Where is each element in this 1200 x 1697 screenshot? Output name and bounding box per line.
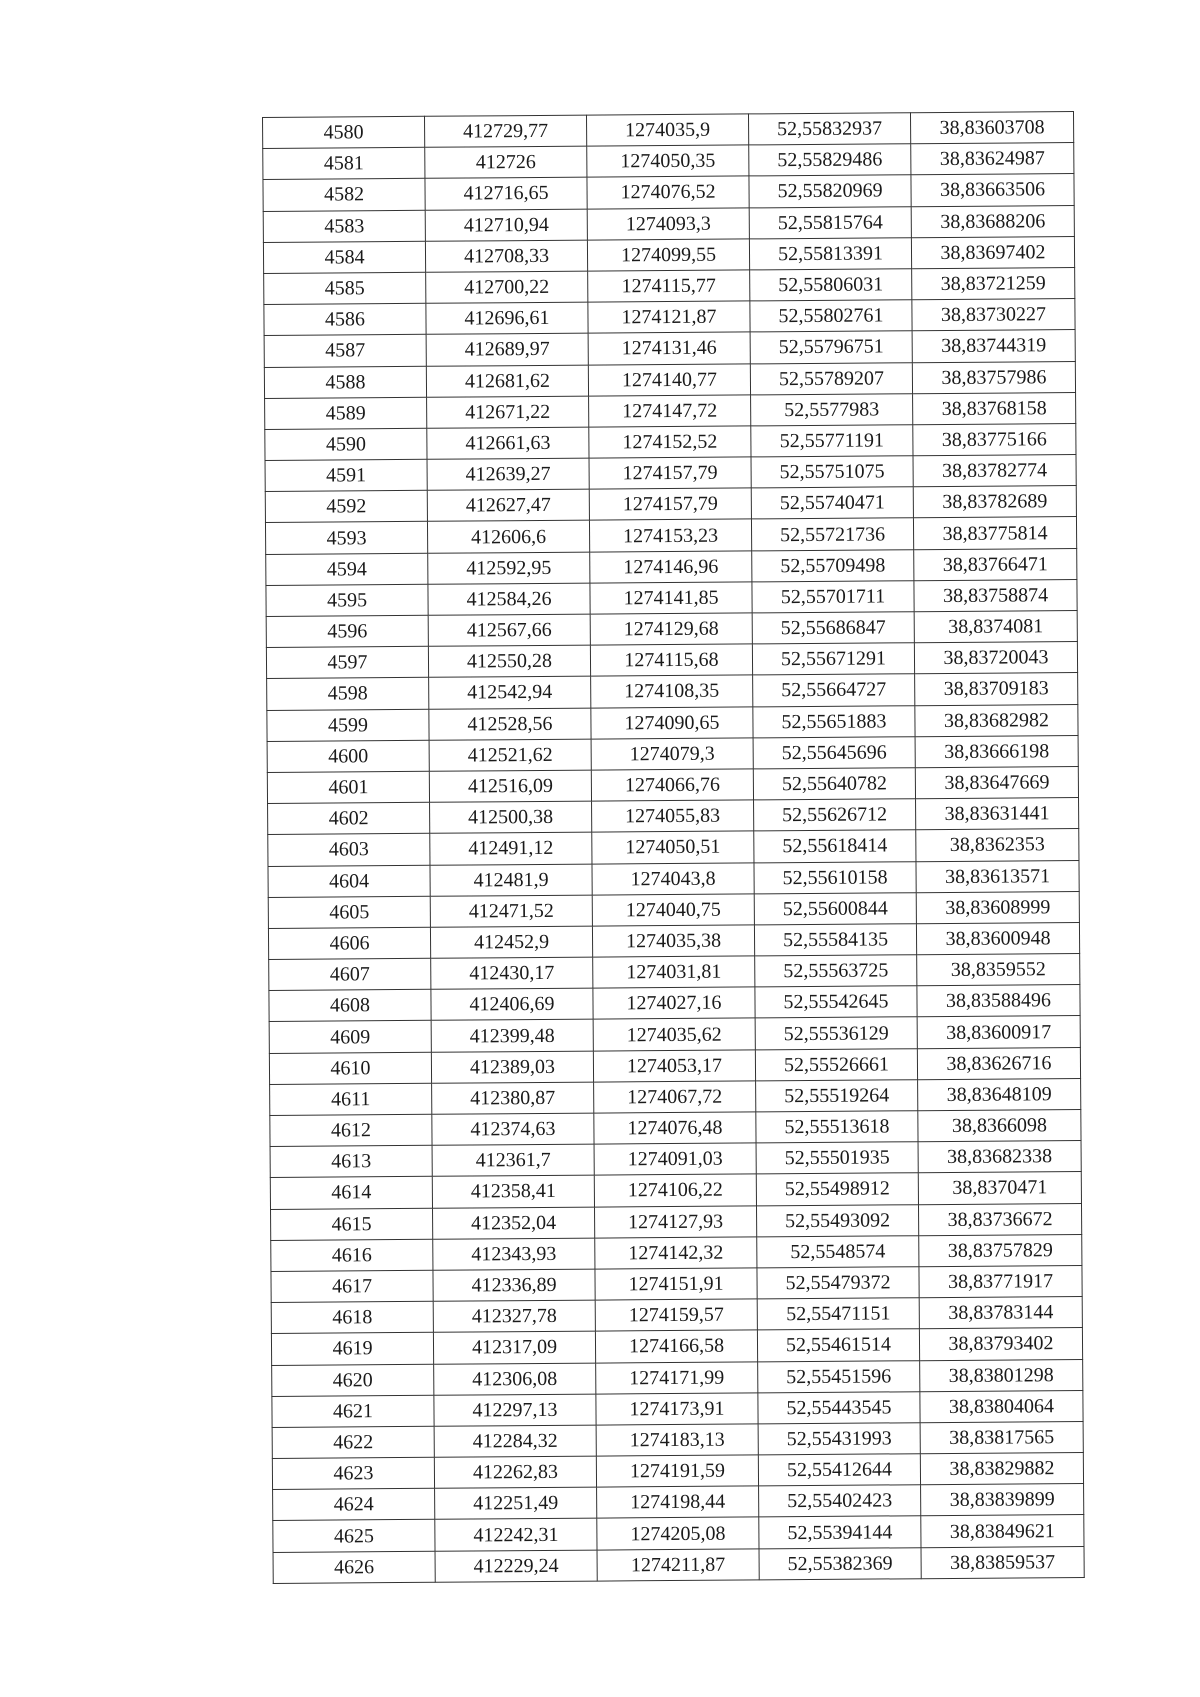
point-number-cell: 4621: [272, 1395, 434, 1427]
longitude-cell: 38,83849621: [921, 1515, 1084, 1547]
x-coordinate-cell: 412661,63: [427, 427, 589, 459]
x-coordinate-cell: 412343,93: [433, 1238, 595, 1270]
latitude-cell: 52,55771191: [751, 425, 913, 457]
longitude-cell: 38,8370471: [918, 1172, 1081, 1204]
latitude-cell: 52,55498912: [756, 1173, 918, 1205]
longitude-cell: 38,83648109: [918, 1078, 1081, 1110]
longitude-cell: 38,83804064: [920, 1390, 1083, 1422]
point-number-cell: 4620: [272, 1364, 434, 1396]
longitude-cell: 38,83859537: [921, 1546, 1084, 1578]
latitude-cell: 52,55451596: [758, 1360, 920, 1392]
latitude-cell: 52,55600844: [754, 892, 916, 924]
longitude-cell: 38,83608999: [916, 891, 1079, 923]
x-coordinate-cell: 412262,83: [434, 1456, 596, 1488]
y-coordinate-cell: 1274153,23: [589, 519, 751, 551]
longitude-cell: 38,83775166: [913, 423, 1076, 455]
y-coordinate-cell: 1274157,79: [589, 457, 751, 489]
x-coordinate-cell: 412671,22: [427, 396, 589, 428]
latitude-cell: 52,55709498: [752, 549, 914, 581]
y-coordinate-cell: 1274147,72: [589, 395, 751, 427]
longitude-cell: 38,83771917: [919, 1265, 1082, 1297]
x-coordinate-cell: 412251,49: [435, 1487, 597, 1519]
y-coordinate-cell: 1274066,76: [591, 769, 753, 801]
longitude-cell: 38,83721259: [912, 267, 1075, 299]
y-coordinate-cell: 1274115,68: [590, 644, 752, 676]
latitude-cell: 52,55721736: [751, 518, 913, 550]
longitude-cell: 38,83600917: [917, 1016, 1080, 1048]
y-coordinate-cell: 1274035,9: [586, 114, 748, 146]
point-number-cell: 4626: [273, 1551, 435, 1583]
x-coordinate-cell: 412242,31: [435, 1519, 597, 1551]
longitude-cell: 38,83600948: [916, 922, 1079, 954]
table-row: [273, 1546, 1084, 1583]
longitude-cell: 38,83775814: [913, 517, 1076, 549]
longitude-cell: 38,83631441: [916, 798, 1079, 830]
longitude-cell: 38,83768158: [913, 392, 1076, 424]
x-coordinate-cell: 412352,04: [433, 1207, 595, 1239]
point-number-cell: 4613: [270, 1145, 432, 1177]
latitude-cell: 52,55382369: [759, 1547, 921, 1579]
y-coordinate-cell: 1274040,75: [592, 894, 754, 926]
point-number-cell: 4619: [271, 1333, 433, 1365]
y-coordinate-cell: 1274205,08: [597, 1517, 759, 1549]
y-coordinate-cell: 1274140,77: [588, 363, 750, 395]
y-coordinate-cell: 1274129,68: [590, 613, 752, 645]
latitude-cell: 52,55584135: [754, 924, 916, 956]
latitude-cell: 52,55412644: [758, 1454, 920, 1486]
point-number-cell: 4614: [270, 1177, 432, 1209]
latitude-cell: 52,55618414: [754, 830, 916, 862]
x-coordinate-cell: 412729,77: [424, 115, 586, 147]
x-coordinate-cell: 412606,6: [427, 521, 589, 553]
longitude-cell: 38,83626716: [917, 1047, 1080, 1079]
y-coordinate-cell: 1274152,52: [589, 426, 751, 458]
point-number-cell: 4612: [270, 1114, 432, 1146]
longitude-cell: 38,83682982: [915, 704, 1078, 736]
y-coordinate-cell: 1274050,35: [587, 145, 749, 177]
y-coordinate-cell: 1274166,58: [595, 1330, 757, 1362]
x-coordinate-cell: 412521,62: [429, 739, 591, 771]
x-coordinate-cell: 412406,69: [431, 988, 593, 1020]
x-coordinate-cell: 412380,87: [432, 1082, 594, 1114]
longitude-cell: 38,83624987: [911, 143, 1074, 175]
latitude-cell: 52,55536129: [755, 1017, 917, 1049]
latitude-cell: 52,55751075: [751, 456, 913, 488]
y-coordinate-cell: 1274055,83: [592, 800, 754, 832]
point-number-cell: 4604: [268, 865, 430, 897]
x-coordinate-cell: 412284,32: [434, 1425, 596, 1457]
point-number-cell: 4587: [264, 335, 426, 367]
point-number-cell: 4603: [268, 834, 430, 866]
x-coordinate-cell: 412306,08: [434, 1363, 596, 1395]
x-coordinate-cell: 412542,94: [429, 676, 591, 708]
point-number-cell: 4589: [265, 397, 427, 429]
x-coordinate-cell: 412452,9: [430, 926, 592, 958]
x-coordinate-cell: 412481,9: [430, 864, 592, 896]
latitude-cell: 52,55402423: [759, 1485, 921, 1517]
x-coordinate-cell: 412639,27: [427, 458, 589, 490]
point-number-cell: 4598: [267, 678, 429, 710]
x-coordinate-cell: 412516,09: [429, 770, 591, 802]
y-coordinate-cell: 1274141,85: [590, 582, 752, 614]
longitude-cell: 38,83697402: [911, 236, 1074, 268]
longitude-cell: 38,83682338: [918, 1141, 1081, 1173]
x-coordinate-cell: 412726: [425, 146, 587, 178]
coordinates-table: [262, 111, 1085, 1584]
latitude-cell: 52,55471151: [757, 1298, 919, 1330]
longitude-cell: 38,8362353: [916, 829, 1079, 861]
y-coordinate-cell: 1274191,59: [596, 1455, 758, 1487]
point-number-cell: 4623: [272, 1457, 434, 1489]
point-number-cell: 4592: [265, 491, 427, 523]
latitude-cell: 52,55806031: [750, 269, 912, 301]
latitude-cell: 52,55651883: [753, 705, 915, 737]
latitude-cell: 52,55829486: [749, 144, 911, 176]
latitude-cell: 52,55701711: [752, 581, 914, 613]
x-coordinate-cell: 412681,62: [426, 365, 588, 397]
longitude-cell: 38,83757829: [919, 1234, 1082, 1266]
latitude-cell: 52,55461514: [757, 1329, 919, 1361]
y-coordinate-cell: 1274031,81: [593, 956, 755, 988]
point-number-cell: 4599: [267, 709, 429, 741]
x-coordinate-cell: 412700,22: [426, 271, 588, 303]
point-number-cell: 4602: [268, 802, 430, 834]
y-coordinate-cell: 1274050,51: [592, 831, 754, 863]
point-number-cell: 4625: [273, 1520, 435, 1552]
point-number-cell: 4617: [271, 1270, 433, 1302]
point-number-cell: 4615: [271, 1208, 433, 1240]
point-number-cell: 4605: [268, 896, 430, 928]
point-number-cell: 4611: [270, 1083, 432, 1115]
latitude-cell: 52,5548574: [757, 1235, 919, 1267]
longitude-cell: 38,83793402: [919, 1328, 1082, 1360]
x-coordinate-cell: 412528,56: [429, 708, 591, 740]
x-coordinate-cell: 412491,12: [430, 832, 592, 864]
coordinates-table-body: [263, 112, 1085, 1584]
x-coordinate-cell: 412471,52: [430, 895, 592, 927]
x-coordinate-cell: 412696,61: [426, 302, 588, 334]
x-coordinate-cell: 412317,09: [433, 1331, 595, 1363]
longitude-cell: 38,83588496: [917, 985, 1080, 1017]
point-number-cell: 4584: [263, 241, 425, 273]
y-coordinate-cell: 1274099,55: [587, 239, 749, 271]
longitude-cell: 38,83829882: [920, 1453, 1083, 1485]
longitude-cell: 38,83736672: [918, 1203, 1081, 1235]
longitude-cell: 38,83782774: [913, 455, 1076, 487]
y-coordinate-cell: 1274027,16: [593, 987, 755, 1019]
x-coordinate-cell: 412336,89: [433, 1269, 595, 1301]
y-coordinate-cell: 1274142,32: [595, 1237, 757, 1269]
point-number-cell: 4607: [269, 958, 431, 990]
x-coordinate-cell: 412584,26: [428, 583, 590, 615]
latitude-cell: 52,55832937: [748, 113, 910, 145]
longitude-cell: 38,83663506: [911, 174, 1074, 206]
longitude-cell: 38,83839899: [921, 1484, 1084, 1516]
longitude-cell: 38,83613571: [916, 860, 1079, 892]
point-number-cell: 4610: [269, 1052, 431, 1084]
latitude-cell: 52,55686847: [752, 612, 914, 644]
latitude-cell: 52,55815764: [749, 206, 911, 238]
y-coordinate-cell: 1274198,44: [597, 1486, 759, 1518]
y-coordinate-cell: 1274115,77: [588, 270, 750, 302]
x-coordinate-cell: 412358,41: [432, 1175, 594, 1207]
y-coordinate-cell: 1274079,3: [591, 738, 753, 770]
x-coordinate-cell: 412327,78: [433, 1300, 595, 1332]
latitude-cell: 52,55443545: [758, 1391, 920, 1423]
latitude-cell: 52,55820969: [749, 175, 911, 207]
longitude-cell: 38,83757986: [912, 361, 1075, 393]
latitude-cell: 52,55513618: [756, 1111, 918, 1143]
longitude-cell: 38,83758874: [914, 579, 1077, 611]
latitude-cell: 52,55610158: [754, 861, 916, 893]
point-number-cell: 4596: [266, 615, 428, 647]
longitude-cell: 38,83817565: [920, 1421, 1083, 1453]
y-coordinate-cell: 1274211,87: [597, 1549, 759, 1581]
y-coordinate-cell: 1274108,35: [591, 675, 753, 707]
y-coordinate-cell: 1274076,52: [587, 176, 749, 208]
longitude-cell: 38,83783144: [919, 1297, 1082, 1329]
x-coordinate-cell: 412500,38: [430, 801, 592, 833]
latitude-cell: 52,55671291: [752, 643, 914, 675]
latitude-cell: 52,5577983: [751, 393, 913, 425]
coordinates-table-wrapper: [262, 111, 1079, 1584]
point-number-cell: 4588: [264, 366, 426, 398]
y-coordinate-cell: 1274035,38: [592, 925, 754, 957]
longitude-cell: 38,83782689: [913, 486, 1076, 518]
y-coordinate-cell: 1274127,93: [594, 1205, 756, 1237]
latitude-cell: 52,55479372: [757, 1267, 919, 1299]
x-coordinate-cell: 412567,66: [428, 614, 590, 646]
point-number-cell: 4585: [264, 272, 426, 304]
point-number-cell: 4582: [263, 179, 425, 211]
y-coordinate-cell: 1274053,17: [593, 1050, 755, 1082]
latitude-cell: 52,55789207: [750, 362, 912, 394]
y-coordinate-cell: 1274043,8: [592, 862, 754, 894]
point-number-cell: 4601: [267, 771, 429, 803]
x-coordinate-cell: 412430,17: [431, 957, 593, 989]
latitude-cell: 52,55740471: [751, 487, 913, 519]
point-number-cell: 4609: [269, 1021, 431, 1053]
y-coordinate-cell: 1274067,72: [594, 1081, 756, 1113]
latitude-cell: 52,55542645: [755, 986, 917, 1018]
y-coordinate-cell: 1274146,96: [590, 551, 752, 583]
point-number-cell: 4608: [269, 990, 431, 1022]
latitude-cell: 52,55796751: [750, 331, 912, 363]
longitude-cell: 38,8359552: [917, 954, 1080, 986]
longitude-cell: 38,83744319: [912, 330, 1075, 362]
latitude-cell: 52,55802761: [750, 300, 912, 332]
y-coordinate-cell: 1274157,79: [589, 488, 751, 520]
y-coordinate-cell: 1274091,03: [594, 1143, 756, 1175]
x-coordinate-cell: 412389,03: [431, 1051, 593, 1083]
x-coordinate-cell: 412229,24: [435, 1550, 597, 1582]
y-coordinate-cell: 1274171,99: [596, 1361, 758, 1393]
x-coordinate-cell: 412716,65: [425, 177, 587, 209]
y-coordinate-cell: 1274183,13: [596, 1424, 758, 1456]
x-coordinate-cell: 412710,94: [425, 209, 587, 241]
x-coordinate-cell: 412297,13: [434, 1394, 596, 1426]
x-coordinate-cell: 412399,48: [431, 1020, 593, 1052]
y-coordinate-cell: 1274093,3: [587, 207, 749, 239]
latitude-cell: 52,55519264: [756, 1080, 918, 1112]
point-number-cell: 4600: [267, 740, 429, 772]
longitude-cell: 38,83647669: [915, 766, 1078, 798]
point-number-cell: 4594: [266, 553, 428, 585]
y-coordinate-cell: 1274121,87: [588, 301, 750, 333]
point-number-cell: 4595: [266, 584, 428, 616]
longitude-cell: 38,83766471: [914, 548, 1077, 580]
longitude-cell: 38,83730227: [912, 299, 1075, 331]
point-number-cell: 4583: [263, 210, 425, 242]
point-number-cell: 4616: [271, 1239, 433, 1271]
point-number-cell: 4590: [265, 428, 427, 460]
y-coordinate-cell: 1274159,57: [595, 1299, 757, 1331]
point-number-cell: 4593: [265, 522, 427, 554]
x-coordinate-cell: 412689,97: [426, 333, 588, 365]
longitude-cell: 38,83801298: [920, 1359, 1083, 1391]
y-coordinate-cell: 1274151,91: [595, 1268, 757, 1300]
latitude-cell: 52,55626712: [754, 799, 916, 831]
latitude-cell: 52,55394144: [759, 1516, 921, 1548]
longitude-cell: 38,8374081: [914, 611, 1077, 643]
y-coordinate-cell: 1274076,48: [594, 1112, 756, 1144]
longitude-cell: 38,8366098: [918, 1110, 1081, 1142]
point-number-cell: 4618: [271, 1301, 433, 1333]
x-coordinate-cell: 412550,28: [428, 645, 590, 677]
point-number-cell: 4597: [266, 646, 428, 678]
point-number-cell: 4622: [272, 1426, 434, 1458]
latitude-cell: 52,55563725: [755, 955, 917, 987]
latitude-cell: 52,55493092: [756, 1204, 918, 1236]
longitude-cell: 38,83603708: [910, 112, 1073, 144]
latitude-cell: 52,55813391: [749, 237, 911, 269]
x-coordinate-cell: 412708,33: [425, 240, 587, 272]
latitude-cell: 52,55526661: [755, 1048, 917, 1080]
point-number-cell: 4606: [268, 927, 430, 959]
latitude-cell: 52,55640782: [753, 768, 915, 800]
latitude-cell: 52,55645696: [753, 736, 915, 768]
point-number-cell: 4586: [264, 303, 426, 335]
x-coordinate-cell: 412374,63: [432, 1113, 594, 1145]
y-coordinate-cell: 1274131,46: [588, 332, 750, 364]
latitude-cell: 52,55501935: [756, 1142, 918, 1174]
y-coordinate-cell: 1274035,62: [593, 1018, 755, 1050]
latitude-cell: 52,55664727: [753, 674, 915, 706]
y-coordinate-cell: 1274173,91: [596, 1393, 758, 1425]
point-number-cell: 4580: [263, 116, 425, 148]
point-number-cell: 4624: [273, 1489, 435, 1521]
y-coordinate-cell: 1274106,22: [594, 1174, 756, 1206]
point-number-cell: 4591: [265, 459, 427, 491]
y-coordinate-cell: 1274090,65: [591, 706, 753, 738]
longitude-cell: 38,83709183: [915, 673, 1078, 705]
longitude-cell: 38,83720043: [914, 642, 1077, 674]
longitude-cell: 38,83688206: [911, 205, 1074, 237]
point-number-cell: 4581: [263, 147, 425, 179]
x-coordinate-cell: 412361,7: [432, 1144, 594, 1176]
x-coordinate-cell: 412627,47: [427, 489, 589, 521]
latitude-cell: 52,55431993: [758, 1423, 920, 1455]
x-coordinate-cell: 412592,95: [428, 552, 590, 584]
longitude-cell: 38,83666198: [915, 735, 1078, 767]
